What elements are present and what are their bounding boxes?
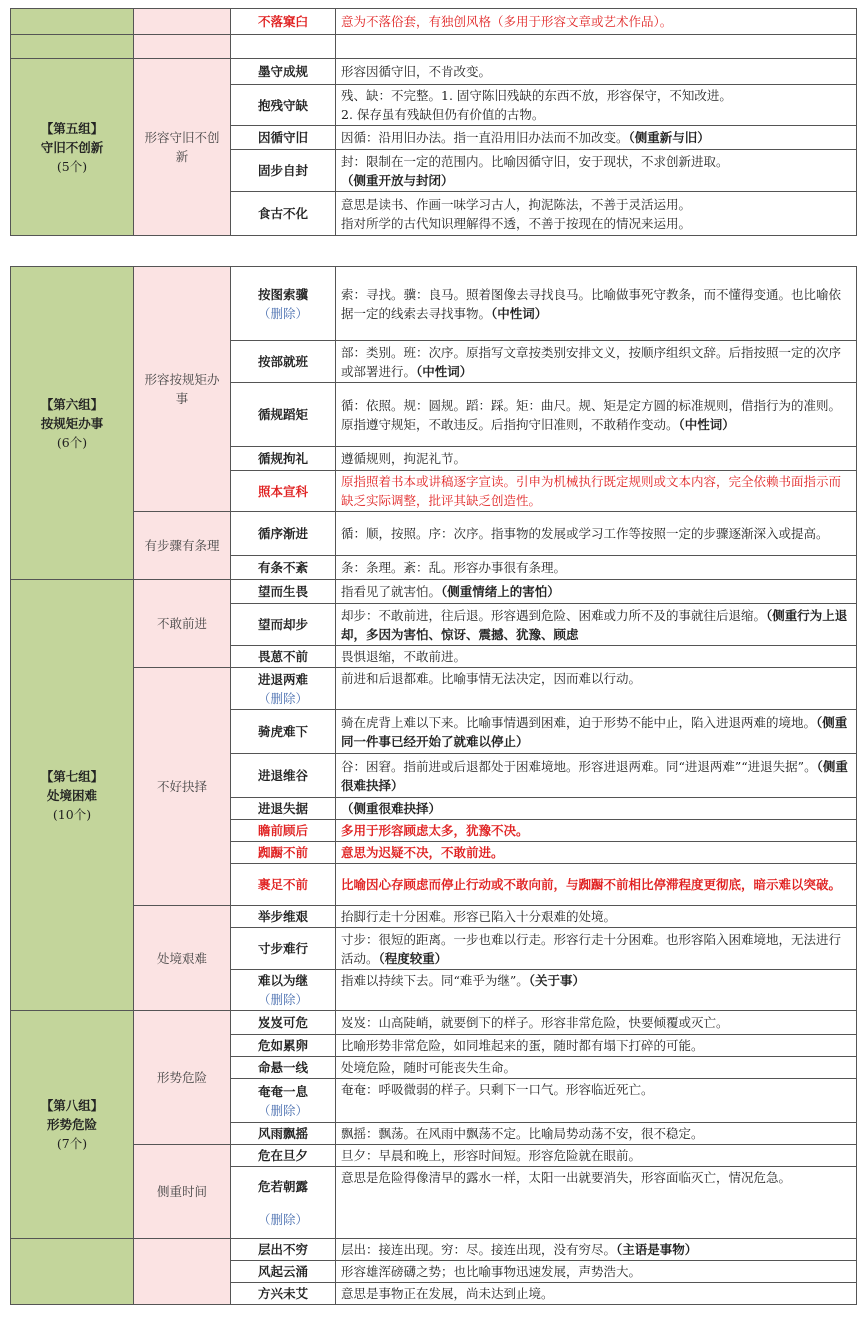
idiom-note: （中性词） bbox=[416, 363, 473, 379]
idiom-definition: 意思是事物正在发展，尚未达到止境。 bbox=[336, 1283, 857, 1305]
idiom-note: （侧重开放与封闭） bbox=[341, 172, 454, 188]
idiom-word: 风起云涌 bbox=[231, 1261, 336, 1283]
idiom-definition: 岌岌：山高陡峭，就要倒下的样子。形容非常危险，快要倾覆或灭亡。 bbox=[336, 1011, 857, 1035]
idiom-word: 危若朝露 （删除） bbox=[231, 1167, 336, 1239]
group-title: 【第六组】 bbox=[40, 396, 104, 412]
idiom-definition: 抬脚行走十分困难。形容已陷入十分艰难的处境。 bbox=[336, 906, 857, 928]
idiom-definition: 部：类别。班：次序。原指写文章按类别安排文义，按顺序组织文辞。后指按照一定的次序或部署进行。（中性词） bbox=[336, 341, 857, 383]
idiom-word: 固步自封 bbox=[231, 150, 336, 192]
group-title: 【第八组】 bbox=[40, 1098, 104, 1113]
idiom-word: 墨守成规 bbox=[231, 59, 336, 85]
group-subtitle: 处境困难 bbox=[46, 787, 97, 803]
group-6-cell bbox=[11, 267, 134, 580]
table-row bbox=[11, 59, 857, 85]
table-row bbox=[11, 1239, 857, 1261]
table-row bbox=[11, 267, 857, 341]
group-subtitle: 按规矩办事 bbox=[40, 415, 104, 431]
idiom-note: （侧重很难抉择） bbox=[341, 758, 848, 793]
idiom-definition: 比喻形势非常危险，如同堆起来的蛋，随时都有塌下打碎的可能。 bbox=[336, 1035, 857, 1057]
group-8-cell bbox=[11, 1011, 134, 1239]
category-cell: 形容按规矩办事 bbox=[134, 267, 231, 512]
category-cell: 侧重时间 bbox=[134, 1145, 231, 1239]
idiom-table-2 bbox=[10, 266, 857, 1305]
idiom-definition: 骑在虎背上难以下来。比喻事情遇到困难，迫于形势不能中止，陷入进退两难的境地。（侧重同一件事已经开始了就难以停止） bbox=[336, 710, 857, 754]
idiom-word: 抱残守缺 bbox=[231, 85, 336, 126]
idiom-definition: 比喻因心存顾虑而停止行动或不敢向前，与踟蹰不前相比停滞程度更彻底，暗示难以突破。 bbox=[336, 864, 857, 906]
group-count: (7个) bbox=[56, 1136, 88, 1151]
idiom-word: 命悬一线 bbox=[231, 1057, 336, 1079]
idiom-word: 寸步难行 bbox=[231, 928, 336, 970]
group-title: 【第七组】 bbox=[40, 768, 104, 784]
idiom-definition: 条：条理。紊：乱。形容办事很有条理。 bbox=[336, 556, 857, 580]
category-cell: 形势危险 bbox=[134, 1011, 231, 1145]
idiom-note: （侧重行为上退却，多因为害怕、惊讶、震撼、犹豫、顾虑 bbox=[341, 607, 848, 642]
delete-mark: （删除） bbox=[257, 1211, 308, 1227]
idiom-definition: 意思是危险得像清早的露水一样，太阳一出就要消失，形容面临灭亡，情况危急。 bbox=[336, 1167, 857, 1239]
idiom-word: 食古不化 bbox=[231, 192, 336, 236]
idiom-word: 层出不穷 bbox=[231, 1239, 336, 1261]
idiom-definition: 层出：接连出现。穷：尽。接连出现，没有穷尽。（主语是事物） bbox=[336, 1239, 857, 1261]
idiom-word: 望而生畏 bbox=[231, 580, 336, 604]
category-cell: 不好抉择 bbox=[134, 668, 231, 906]
category-cell: 有步骤有条理 bbox=[134, 512, 231, 580]
idiom-word: 危在旦夕 bbox=[231, 1145, 336, 1167]
idiom-word: 因循守旧 bbox=[231, 126, 336, 150]
category-cell: 形容守旧不创新 bbox=[134, 59, 231, 236]
idiom-word: 循序渐进 bbox=[231, 512, 336, 556]
group-count: (10个) bbox=[52, 806, 92, 822]
idiom-note: （关于事） bbox=[528, 973, 586, 988]
delete-mark: （删除） bbox=[257, 305, 308, 321]
group-subtitle: 守旧不创新 bbox=[40, 139, 104, 155]
idiom-word: 照本宣科 bbox=[231, 471, 336, 512]
table-row bbox=[11, 512, 857, 556]
table-row bbox=[11, 906, 857, 928]
idiom-definition: 因循：沿用旧办法。指一直沿用旧办法而不加改变。（侧重新与旧） bbox=[336, 126, 857, 150]
idiom-word: 畏葸不前 bbox=[231, 646, 336, 668]
idiom-definition: 形容雄浑磅礴之势；也比喻事物迅速发展，声势浩大。 bbox=[336, 1261, 857, 1283]
idiom-definition: 谷：困窘。指前进或后退都处于困难境地。形容进退两难。同“进退两难”“进退失据”。（侧重很难抉择） bbox=[336, 754, 857, 798]
idiom-word: 难以为继 （删除） bbox=[231, 970, 336, 1011]
table-row bbox=[11, 1011, 857, 1035]
idiom-word: 危如累卵 bbox=[231, 1035, 336, 1057]
idiom-word: 不落窠臼 bbox=[231, 9, 336, 35]
idiom-word: 踟蹰不前 bbox=[231, 842, 336, 864]
table-row bbox=[11, 35, 857, 59]
idiom-note: （侧重新与旧） bbox=[628, 130, 710, 145]
table-row bbox=[11, 1145, 857, 1167]
idiom-word: 望而却步 bbox=[231, 604, 336, 646]
idiom-word: 进退两难 （删除） bbox=[231, 668, 336, 710]
table-row bbox=[11, 580, 857, 604]
idiom-note: （侧重同一件事已经开始了就难以停止） bbox=[341, 714, 848, 749]
idiom-definition: 循：依照。规：圆规。蹈：踩。矩：曲尺。规、矩是定方圆的标准规则，借指行为的准则。原指遵守规矩，不敢违反。后指拘守旧准则，不敢稍作变动。（中性词） bbox=[336, 383, 857, 447]
idiom-word: 风雨飘摇 bbox=[231, 1123, 336, 1145]
idiom-definition: 封：限制在一定的范围内。比喻因循守旧，安于现状，不求创新进取。 （侧重开放与封闭） bbox=[336, 150, 857, 192]
idiom-word: 方兴未艾 bbox=[231, 1283, 336, 1305]
idiom-note: （中性词） bbox=[491, 305, 548, 321]
idiom-definition: 意思是读书、作画一味学习古人，拘泥陈法，不善于灵活运用。 指对所学的古代知识理解得不透，不善于按现在的情况来运用。 bbox=[336, 192, 857, 236]
idiom-definition: 寸步：很短的距离。一步也难以行走。形容行走十分困难。也形容陷入困难境地，无法进行活动。（程度较重） bbox=[336, 928, 857, 970]
idiom-word: 按部就班 bbox=[231, 341, 336, 383]
table-row bbox=[11, 668, 857, 710]
idiom-definition: 却步：不敢前进，往后退。形容遇到危险、困难或力所不及的事就往后退缩。（侧重行为上退却，多因为害怕、惊讶、震撼、犹豫、顾虑 bbox=[336, 604, 857, 646]
group-5-cell bbox=[11, 59, 134, 236]
category-cell: 处境艰难 bbox=[134, 906, 231, 1011]
idiom-note: （中性词） bbox=[678, 416, 735, 432]
idiom-definition: 索：寻找。骥：良马。照着图像去寻找良马。比喻做事死守教条，而不懂得变通。也比喻依据一定的线索去寻找事物。（中性词） bbox=[336, 267, 857, 341]
idiom-note: （程度较重） bbox=[378, 950, 448, 966]
idiom-definition: 旦夕：早晨和晚上，形容时间短。形容危险就在眼前。 bbox=[336, 1145, 857, 1167]
idiom-definition: 奄奄：呼吸微弱的样子。只剩下一口气。形容临近死亡。 bbox=[336, 1079, 857, 1123]
delete-mark: （删除） bbox=[257, 1102, 308, 1118]
idiom-definition: 飘摇：飘荡。在风雨中飘荡不定。比喻局势动荡不安，很不稳定。 bbox=[336, 1123, 857, 1145]
group-count: (5个) bbox=[56, 158, 88, 174]
idiom-definition: 意思为迟疑不决，不敢前进。 bbox=[336, 842, 857, 864]
idiom-word: 循规拘礼 bbox=[231, 447, 336, 471]
idiom-definition: 遵循规则，拘泥礼节。 bbox=[336, 447, 857, 471]
idiom-definition: 残、缺：不完整。1. 固守陈旧残缺的东西不放，形容保守，不知改进。 2. 保存虽有残缺但仍有价值的古物。 bbox=[336, 85, 857, 126]
idiom-definition: 指难以持续下去。同“难乎为继”。（关于事） bbox=[336, 970, 857, 1011]
idiom-definition: 多用于形容顾虑太多，犹豫不决。 bbox=[336, 820, 857, 842]
group-title: 【第五组】 bbox=[40, 120, 104, 136]
idiom-definition: 意为不落俗套，有独创风格（多用于形容文章或艺术作品）。 bbox=[336, 9, 857, 35]
idiom-word: 按图索骥 （删除） bbox=[231, 267, 336, 341]
idiom-definition: 前进和后退都难。比喻事情无法决定，因而难以行动。 bbox=[336, 668, 857, 710]
table-row bbox=[11, 9, 857, 35]
group-count: (6个) bbox=[56, 434, 88, 450]
idiom-word: 举步维艰 bbox=[231, 906, 336, 928]
idiom-word: 瞻前顾后 bbox=[231, 820, 336, 842]
idiom-note: （主语是事物） bbox=[616, 1242, 698, 1257]
group-subtitle: 形势危险 bbox=[46, 1117, 97, 1132]
idiom-word: 裹足不前 bbox=[231, 864, 336, 906]
idiom-word: 进退失据 bbox=[231, 798, 336, 820]
idiom-definition: 形容因循守旧，不肯改变。 bbox=[336, 59, 857, 85]
idiom-word: 有条不紊 bbox=[231, 556, 336, 580]
idiom-definition: 处境危险，随时可能丧失生命。 bbox=[336, 1057, 857, 1079]
idiom-definition: 原指照着书本或讲稿逐字宣读。引申为机械执行既定规则或文本内容，完全依赖书面指示而缺乏实际调整，批评其缺乏创造性。 bbox=[336, 471, 857, 512]
idiom-note: （侧重很难抉择） bbox=[336, 798, 857, 820]
idiom-definition: 畏惧退缩，不敢前进。 bbox=[336, 646, 857, 668]
idiom-word: 岌岌可危 bbox=[231, 1011, 336, 1035]
delete-mark: （删除） bbox=[257, 992, 308, 1007]
idiom-definition: 循：顺，按照。序：次序。指事物的发展或学习工作等按照一定的步骤逐渐深入或提高。 bbox=[336, 512, 857, 556]
idiom-definition: 指看见了就害怕。（侧重情绪上的害怕） bbox=[336, 580, 857, 604]
idiom-word: 骑虎难下 bbox=[231, 710, 336, 754]
idiom-note: （侧重情绪上的害怕） bbox=[441, 584, 560, 599]
idiom-word: 循规蹈矩 bbox=[231, 383, 336, 447]
idiom-table-1 bbox=[10, 8, 857, 236]
delete-mark: （删除） bbox=[257, 690, 308, 706]
category-cell: 不敢前进 bbox=[134, 580, 231, 668]
idiom-word: 奄奄一息 （删除） bbox=[231, 1079, 336, 1123]
idiom-word: 进退维谷 bbox=[231, 754, 336, 798]
group-7-cell bbox=[11, 580, 134, 1011]
